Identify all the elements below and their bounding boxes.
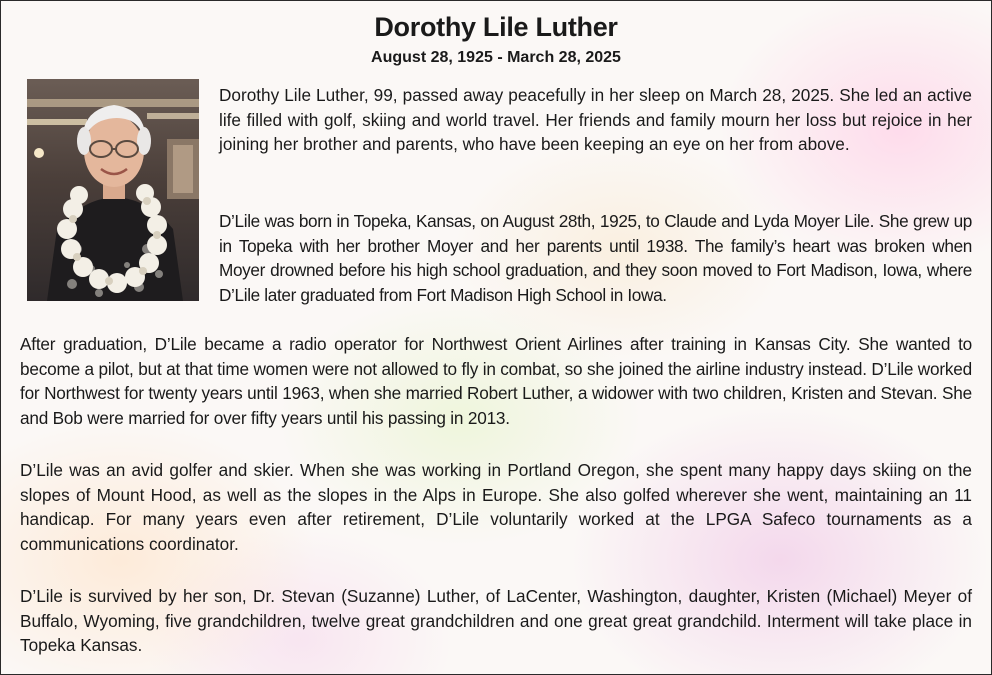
obituary-name: Dorothy Lile Luther — [374, 12, 618, 42]
paragraph-early-life: D’Lile was born in Topeka, Kansas, on August 28th, 1925, to Claude and Lyda Moyer Lile. She grew up in Topeka with her brother Moyer and her parents until 1938. The family’s heart was broken when Moyer drowned before his high school graduation, and they soon moved to Fort Madison, Iowa, where D’Lile later graduated from Fort Madison High School in Iowa. — [219, 211, 972, 305]
paragraph-intro: Dorothy Lile Luther, 99, passed away peacefully in her sleep on March 28, 2025. She led an active life filled with golf, skiing and world travel. Her friends and family mourn her loss but rejoice in her joining her brother and parents, who have been keeping an eye on her from above. — [219, 85, 972, 155]
paragraph-career: After graduation, D’Lile became a radio operator for Northwest Orient Airlines after training in Kansas City. She wanted to become a pilot, but at that time women were not allowed to fly in combat, so she joined the airline industry instead. D’Lile worked for Northwest for twenty years until 1963, when she married Robert Luther, a widower with two children, Kristen and Stevan. She and Bob were married for over fifty years until his passing in 2013. — [20, 334, 972, 428]
paragraph-hobbies: D’Lile was an avid golfer and skier. When she was working in Portland Oregon, she spent many happy days skiing on the slopes of Mount Hood, as well as the slopes in the Alps in Europe. She also golfed wherever she went, maintaining an 11 handicap. For many years even after retirement, D’Lile voluntarily worked at the LPGA Safeco tournaments as a communications coordinator. — [20, 460, 972, 554]
portrait-photo — [27, 79, 199, 301]
paragraph-survivors: D’Lile is survived by her son, Dr. Stevan (Suzanne) Luther, of LaCenter, Washington, daughter, Kristen (Michael) Meyer of Buffalo, Wyoming, five grandchildren, twelve great grandchildren and one great great grandchild. Interment will take place in Topeka Kansas. — [20, 586, 972, 656]
obituary-dates: August 28, 1925 - March 28, 2025 — [371, 49, 621, 66]
